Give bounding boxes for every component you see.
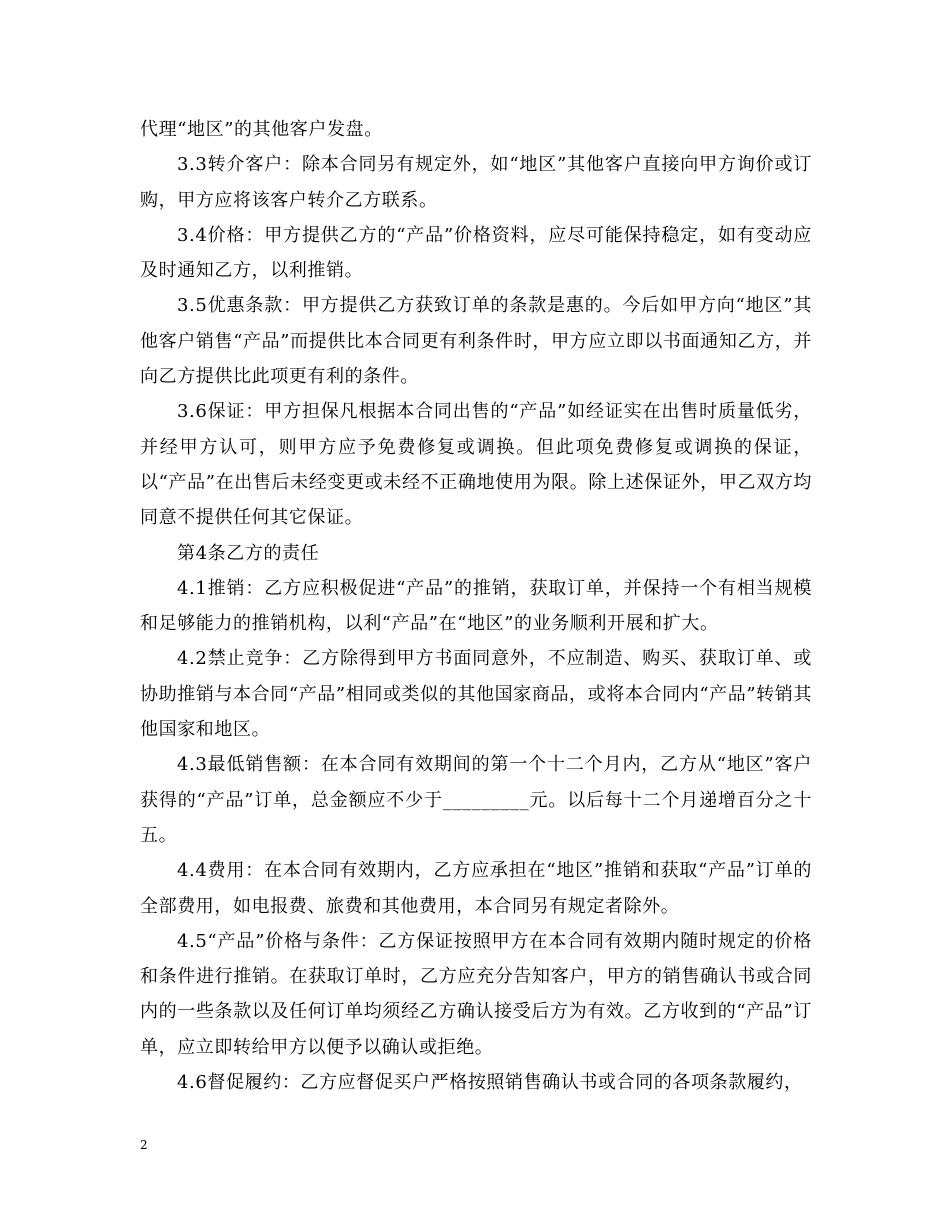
paragraph-continuation: 代理“地区”的其他客户发盘。 (140, 119, 383, 140)
paragraph-clause-4-2: 4.2禁止竞争：乙方除得到甲方书面同意外，不应制造、购买、获取订单、或协助推销与本合同“产品”相同或类似的其他国家商品，或将本合同内“产品”转销其他国家和地区。 (140, 648, 812, 741)
paragraph-clause-4-5: 4.5“产品”价格与条件：乙方保证按照甲方在本合同有效期内随时规定的价格和条件进行推销。在获取订单时，乙方应充分告知客户，甲方的销售确认书或合同内的一些条款以及任何订单均须经乙方确认接受后方为有效。乙方收到的“产品”订单，应立即转给甲方以便予以确认或拒绝。 (140, 930, 812, 1058)
page-number: 2 (140, 1138, 148, 1152)
paragraph-clause-3-6: 3.6保证：甲方担保凡根据本合同出售的“产品”如经证实在出售时质量低劣，并经甲方认可，则甲方应予免费修复或调换。但此项免费修复或调换的保证，以“产品”在出售后未经变更或未经不正确地使用为限。除上述保证外，甲乙双方均同意不提供任何其它保证。 (140, 401, 812, 529)
document-body (140, 112, 812, 1100)
paragraph-clause-4-6: 4.6督促履约：乙方应督促买户严格按照销售确认书或合同的各项条款履约， (177, 1072, 803, 1094)
paragraph-clause-4-1: 4.1推销：乙方应积极促进“产品”的推销，获取订单，并保持一个有相当规模和足够能力的推销机构，以利“产品”在“地区”的业务顺利开展和扩大。 (140, 577, 812, 635)
section-heading-article-4: 第4条乙方的责任 (177, 542, 320, 564)
paragraph-clause-4-4: 4.4费用：在本合同有效期内，乙方应承担在“地区”推销和获取“产品”订单的全部费用，如电报费、旅费和其他费用，本合同另有规定者除外。 (140, 860, 812, 917)
paragraph-clause-4-3: 4.3最低销售额：在本合同有效期间的第一个十二个月内，乙方从“地区”客户获得的“产品”订单，总金额应不少于_________元。以后每十二个月递增百分之十五。 (140, 754, 812, 846)
paragraph-clause-3-3: 3.3转介客户：除本合同另有规定外，如“地区”其他客户直接向甲方询价或订购，甲方应将该客户转介乙方联系。 (140, 154, 812, 211)
paragraph-clause-3-5: 3.5优惠条款：甲方提供乙方获致订单的条款是惠的。今后如甲方向“地区”其他客户销售“产品”而提供比本合同更有利条件时，甲方应立即以书面通知乙方，并向乙方提供比此项更有利的条件。 (140, 295, 812, 388)
paragraph-clause-3-4: 3.4价格：甲方提供乙方的“产品”价格资料，应尽可能保持稳定，如有变动应及时通知乙方，以利推销。 (140, 224, 812, 282)
